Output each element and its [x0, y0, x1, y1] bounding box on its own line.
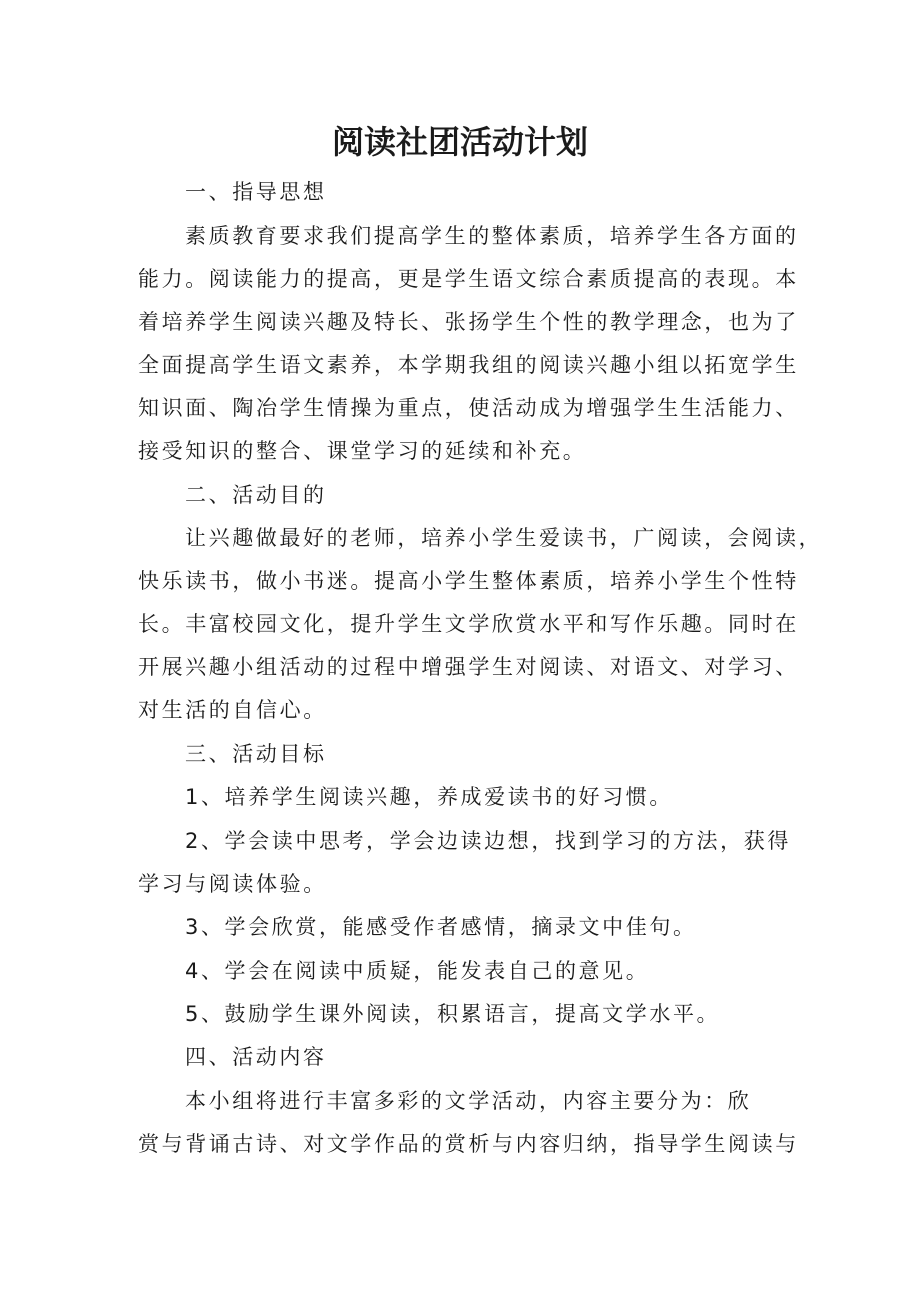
- paragraph-line: 长。丰富校园文化，提升学生文学欣赏水平和写作乐趣。同时在: [138, 612, 799, 636]
- paragraph-line: 能力。阅读能力的提高，更是学生语文综合素质提高的表现。本: [138, 267, 799, 291]
- paragraph-line: 对生活的自信心。: [138, 698, 327, 722]
- paragraph-line: 知识面、陶冶学生情操为重点，使活动成为增强学生生活能力、: [138, 396, 799, 420]
- goal-item: 4、学会在阅读中质疑，能发表自己的意见。: [185, 959, 650, 983]
- paragraph-line: 素质教育要求我们提高学生的整体素质，培养学生各方面的: [185, 224, 799, 248]
- goal-item: 3、学会欣赏，能感受作者感情，摘录文中佳句。: [185, 915, 697, 939]
- paragraph-line: 快乐读书，做小书迷。提高小学生整体素质，培养小学生个性特: [138, 569, 799, 593]
- heading-activity-purpose: 二、活动目的: [185, 483, 327, 507]
- goal-item: 2、学会读中思考，学会边读边想，找到学习的方法，获得: [185, 829, 791, 853]
- paragraph-line: 开展兴趣小组活动的过程中增强学生对阅读、对语文、对学习、: [138, 655, 799, 679]
- heading-guiding-ideology: 一、指导思想: [185, 180, 327, 204]
- heading-activity-goals: 三、活动目标: [185, 742, 327, 766]
- paragraph-line: 赏与背诵古诗、对文学作品的赏析与内容归纳，指导学生阅读与: [138, 1132, 799, 1156]
- paragraph-line: 全面提高学生语文素养，本学期我组的阅读兴趣小组以拓宽学生: [138, 353, 799, 377]
- document-title: 阅读社团活动计划: [331, 123, 588, 161]
- goal-item: 1、培养学生阅读兴趣，养成爱读书的好习惯。: [185, 785, 673, 809]
- goal-item-continued: 学习与阅读体验。: [138, 872, 327, 896]
- paragraph-line: 让兴趣做最好的老师，培养小学生爱读书，广阅读，会阅读，: [185, 526, 823, 550]
- heading-activity-content: 四、活动内容: [185, 1045, 327, 1069]
- goal-item: 5、鼓励学生课外阅读，积累语言，提高文学水平。: [185, 1002, 721, 1026]
- paragraph-line: 接受知识的整合、课堂学习的延续和补充。: [138, 439, 587, 463]
- paragraph-line: 着培养学生阅读兴趣及特长、张扬学生个性的教学理念，也为了: [138, 310, 799, 334]
- paragraph-line: 本小组将进行丰富多彩的文学活动，内容主要分为：欣: [185, 1089, 752, 1113]
